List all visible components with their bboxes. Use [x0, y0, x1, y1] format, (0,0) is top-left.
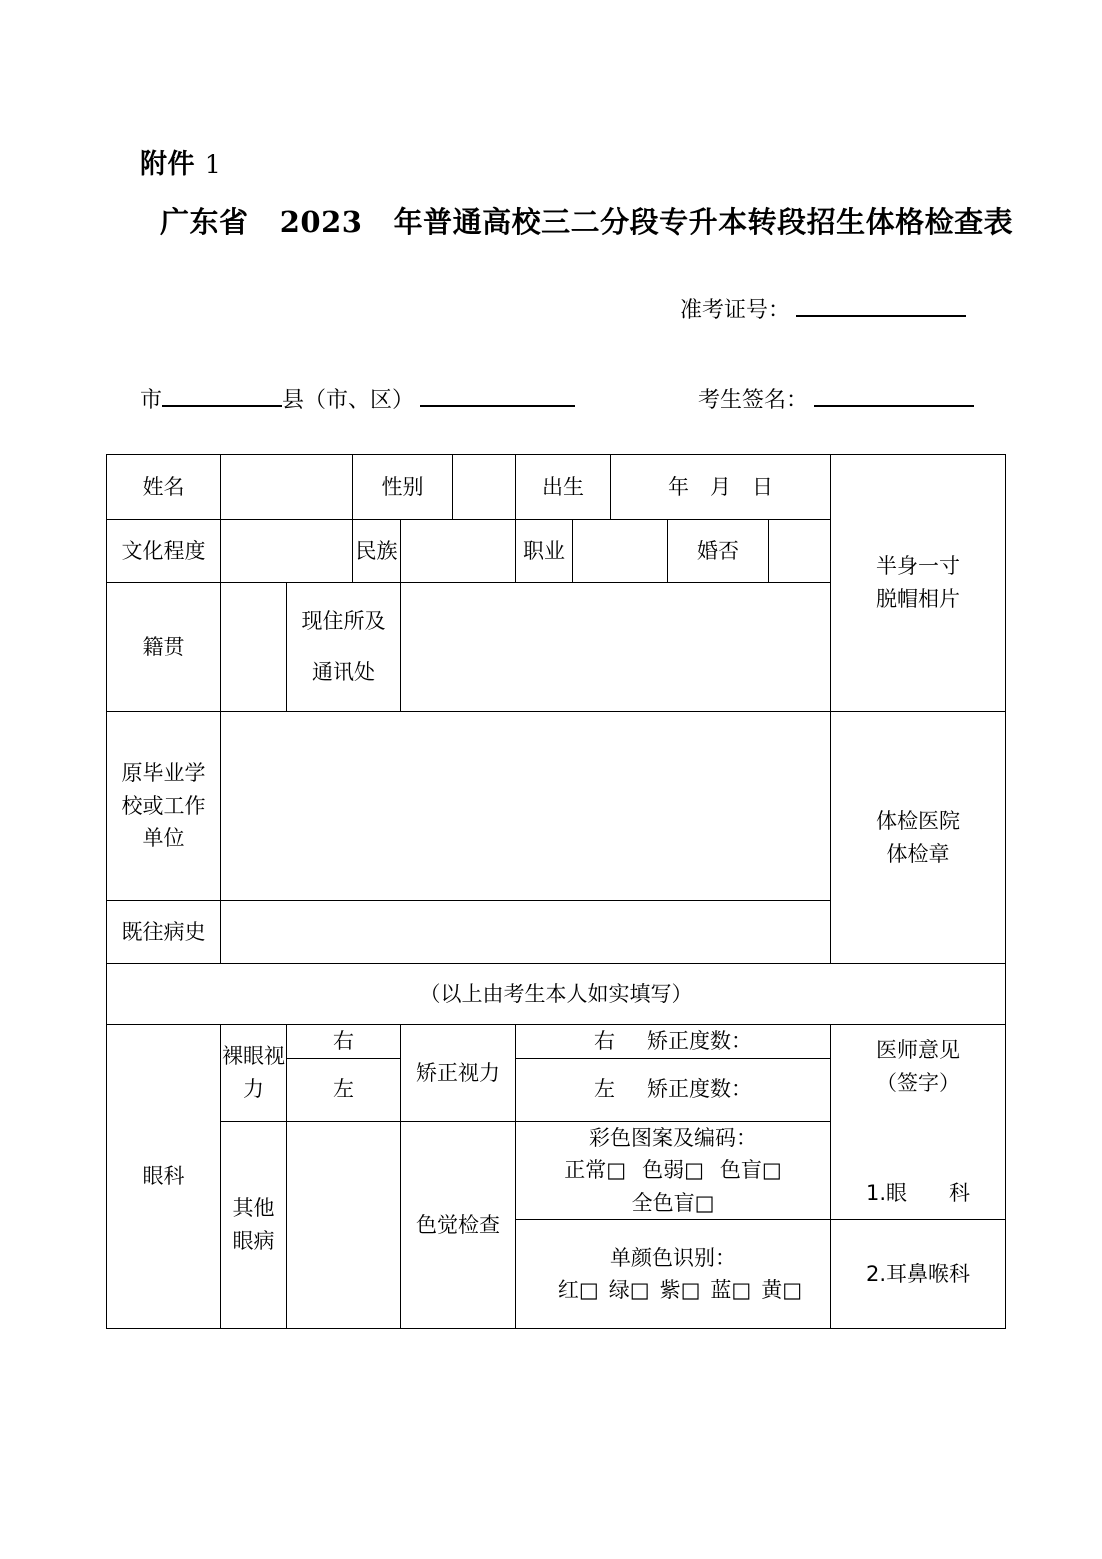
attachment-number: 1: [204, 150, 222, 179]
other-eye-disease-line-1: 其他: [232, 1196, 275, 1221]
school-or-work-label-cell: [107, 712, 221, 901]
doctor-opinion-cell-2: [831, 1220, 1006, 1329]
single-color-option-purple[interactable]: 紫□: [659, 1278, 701, 1303]
title-suffix: 年普通高校三二分段专升本转段招生体格检查表: [393, 205, 1014, 239]
gender-label-cell: 性别: [353, 455, 453, 520]
color-options-row[interactable]: [516, 1154, 830, 1187]
corrected-vision-label-cell: 矫正视力: [401, 1025, 516, 1122]
education-value-cell[interactable]: [221, 520, 353, 583]
corrected-left-label: 左: [594, 1077, 615, 1102]
admission-number-field: [680, 292, 966, 324]
candidate-signature-field: [698, 382, 974, 414]
school-or-work-value-cell[interactable]: [221, 712, 831, 901]
school-label-line-3: 单位: [142, 826, 185, 851]
gender-value-cell[interactable]: [453, 455, 516, 520]
name-value-cell[interactable]: [221, 455, 353, 520]
naked-vision-line-1: 裸眼视: [222, 1044, 285, 1069]
address-label-cell: [287, 583, 401, 712]
birth-label-cell: 出生: [516, 455, 611, 520]
city-label: 市: [140, 388, 163, 414]
table-row-note: [107, 964, 1006, 1025]
stamp-line-1: 体检医院: [876, 808, 961, 833]
admission-number-input[interactable]: [796, 292, 966, 317]
color-vision-label-cell: 色觉检查: [401, 1121, 516, 1329]
corrected-right-degree-label: 矫正度数：: [647, 1029, 752, 1053]
doctor-opinion-title: 医师意见: [876, 1038, 961, 1063]
photo-placeholder-cell: [831, 455, 1006, 712]
table-row: [107, 712, 1006, 901]
ethnicity-label-cell: 民族: [353, 520, 401, 583]
admission-number-label: 准考证号：: [680, 298, 791, 324]
single-color-option-green[interactable]: 绿□: [608, 1278, 650, 1303]
hospital-stamp-cell: [831, 712, 1006, 964]
city-county-field: [140, 382, 575, 414]
native-place-label-cell: 籍贯: [107, 583, 221, 712]
stamp-line-2: 体检章: [886, 841, 950, 866]
medical-history-value-cell[interactable]: [221, 901, 831, 964]
page-title: [160, 200, 1013, 241]
table-row: [107, 455, 1006, 520]
naked-vision-right-cell[interactable]: 右: [287, 1025, 401, 1059]
doctor-opinion-cell: [831, 1025, 1006, 1220]
single-color-option-red[interactable]: 红□: [557, 1278, 599, 1303]
naked-vision-line-2: 力: [243, 1076, 264, 1101]
marital-value-cell[interactable]: [769, 520, 831, 583]
address-value-cell[interactable]: [401, 583, 831, 712]
self-report-note-cell: （以上由考生本人如实填写）: [107, 964, 1006, 1025]
ethnicity-value-cell[interactable]: [401, 520, 516, 583]
occupation-value-cell[interactable]: [573, 520, 668, 583]
marital-label-cell: 婚否: [668, 520, 769, 583]
single-color-option-blue[interactable]: 蓝□: [710, 1278, 752, 1303]
table-row: [107, 1025, 1006, 1059]
color-pattern-cell[interactable]: [516, 1121, 831, 1220]
eye-department-label-cell: 眼科: [107, 1025, 221, 1329]
corrected-left-cell[interactable]: [516, 1058, 831, 1121]
school-label-line-1: 原毕业学: [121, 761, 206, 786]
medical-history-label-cell: 既往病史: [107, 901, 221, 964]
title-prefix: 广东省: [160, 205, 249, 239]
photo-line-2: 脱帽相片: [876, 587, 961, 611]
naked-vision-label-cell: [221, 1025, 287, 1122]
other-eye-disease-line-2: 眼病: [232, 1228, 275, 1253]
title-year: 2023: [279, 205, 363, 239]
attachment-label: [140, 142, 221, 181]
other-eye-disease-value-cell[interactable]: [287, 1121, 401, 1329]
single-color-options-row[interactable]: [516, 1274, 830, 1307]
corrected-left-degree-label: 矫正度数：: [647, 1077, 752, 1102]
color-option-blind[interactable]: 色盲□: [719, 1158, 782, 1183]
other-eye-disease-label-cell: [221, 1121, 287, 1329]
native-place-value-cell[interactable]: [221, 583, 287, 712]
county-input[interactable]: [420, 382, 575, 407]
photo-line-1: 半身一寸: [876, 554, 961, 579]
education-label-cell: 文化程度: [107, 520, 221, 583]
school-label-line-2: 校或工作: [121, 793, 206, 818]
color-option-weak[interactable]: 色弱□: [642, 1158, 704, 1183]
single-color-option-yellow[interactable]: 黄□: [761, 1278, 803, 1303]
naked-vision-left-cell[interactable]: 左: [287, 1058, 401, 1121]
signature-label: 考生签名：: [698, 388, 809, 414]
single-color-cell[interactable]: [516, 1220, 831, 1329]
birth-value-cell[interactable]: 年 月 日: [611, 455, 831, 520]
signature-input[interactable]: [814, 382, 974, 407]
corrected-right-cell[interactable]: [516, 1025, 831, 1059]
doctor-opinion-item-2[interactable]: 2.耳鼻喉科: [865, 1261, 971, 1286]
name-label-cell: 姓名: [107, 455, 221, 520]
color-option-total-blind[interactable]: 全色盲□: [631, 1190, 715, 1215]
color-pattern-title: 彩色图案及编码：: [589, 1125, 757, 1150]
occupation-label-cell: 职业: [516, 520, 573, 583]
doctor-opinion-subtitle: （签字）: [876, 1070, 961, 1095]
address-label-line-2: 通讯处: [312, 660, 375, 684]
color-option-normal[interactable]: 正常□: [564, 1158, 627, 1183]
address-label-line-1: 现住所及: [301, 609, 386, 634]
county-label: 县（市、区）: [282, 388, 415, 414]
attachment-label-text: 附件: [140, 149, 195, 180]
city-input[interactable]: [162, 382, 282, 407]
single-color-title: 单颜色识别：: [610, 1245, 736, 1270]
physical-exam-form-table: [106, 454, 1006, 1329]
doctor-opinion-item-1[interactable]: 1.眼 科: [865, 1181, 971, 1206]
corrected-right-label: 右: [594, 1029, 615, 1053]
